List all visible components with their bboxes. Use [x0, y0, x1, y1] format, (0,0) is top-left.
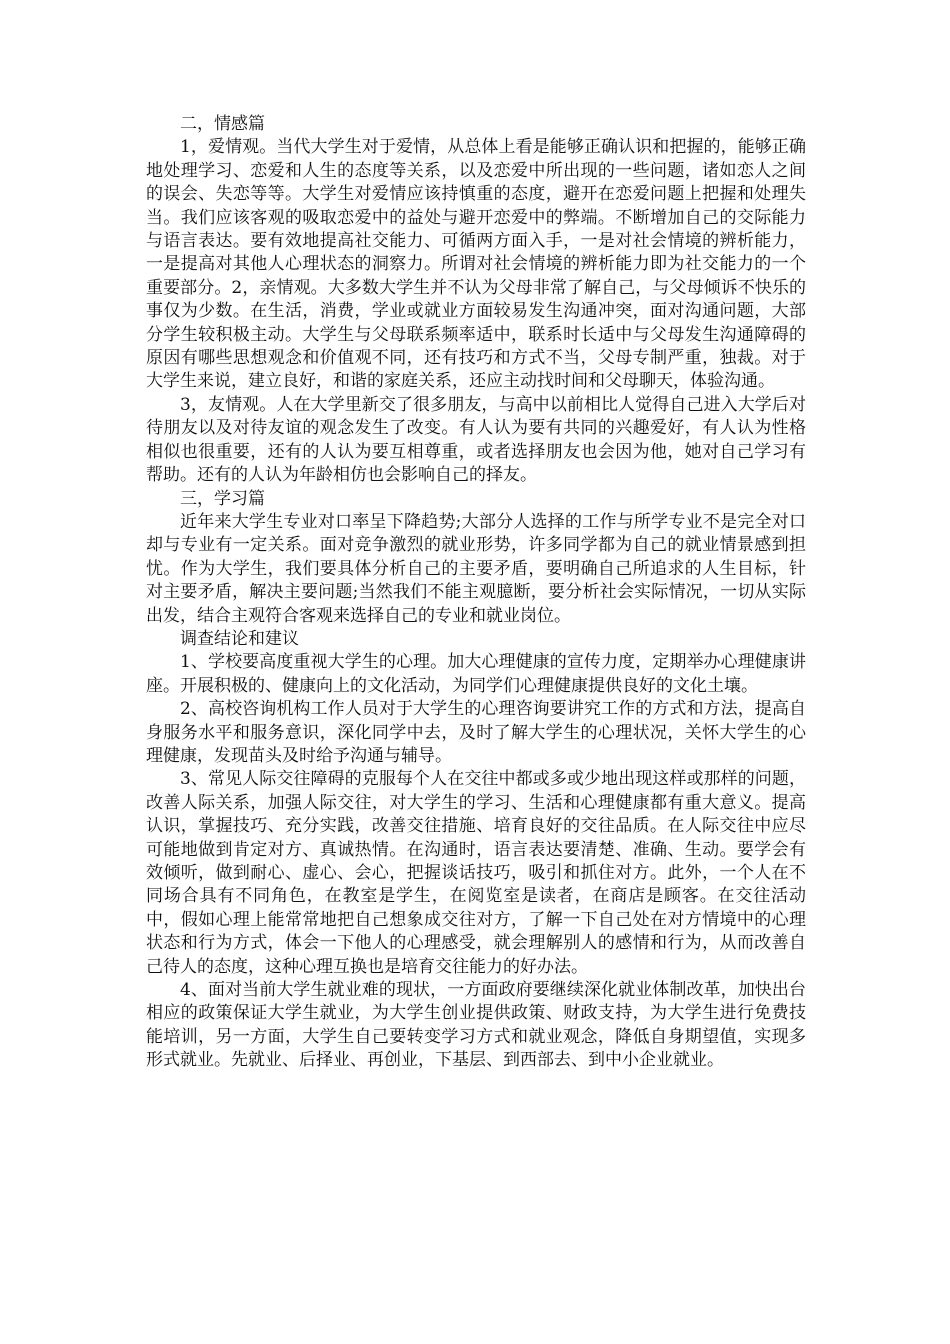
- paragraph-suggestion-2: 2、高校咨询机构工作人员对于大学生的心理咨询要讲究工作的方式和方法，提高自身服务水平和服务意识，深化同学中去，及时了解大学生的心理状况，关怀大学生的心理健康，发现苗头及时给予沟通与辅导。: [146, 699, 806, 766]
- paragraph-suggestion-1: 1、学校要高度重视大学生的心理。加大心理健康的宣传力度，定期举办心理健康讲座。开展积极的、健康向上的文化活动，为同学们心理健康提供良好的文化土壤。: [146, 652, 806, 696]
- document-body: [146, 113, 806, 1073]
- section-heading-emotion: 二，情感篇: [180, 114, 265, 134]
- paragraph-study: 近年来大学生专业对口率呈下降趋势;大部分人选择的工作与所学专业不是完全对口却与专业有一定关系。面对竞争激烈的就业形势，许多同学都为自己的就业情景感到担忧。作为大学生，我们要具体分析自己的主要矛盾，要明确自己所追求的人生目标，针对主要矛盾，解决主要问题;当然我们不能主观臆断，要分析社会实际情况，一切从实际出发，结合主观符合客观来选择自己的专业和就业岗位。: [146, 511, 806, 626]
- paragraph-suggestion-3: 3、常见人际交往障碍的克服每个人在交往中都或多或少地出现这样或那样的问题，改善人际关系，加强人际交往，对大学生的学习、生活和心理健康都有重大意义。提高认识，掌握技巧、充分实践，改善交往措施、培育良好的交往品质。在人际交往中应尽可能地做到肯定对方、真诚热情。在沟通时，语言表达要清楚、准确、生动。要学会有效倾听，做到耐心、虚心、会心，把握谈话技巧，吸引和抓住对方。此外，一个人在不同场合具有不同角色，在教室是学生，在阅览室是读者，在商店是顾客。在交往活动中，假如心理上能常常地把自己想象成交往对方，了解一下自己处在对方情境中的心理状态和行为方式，体会一下他人的心理感受，就会理解别人的感情和行为，从而改善自己待人的态度，这种心理互换也是培育交往能力的好办法。: [146, 769, 806, 977]
- paragraph-love-family: 1，爱情观。当代大学生对于爱情，从总体上看是能够正确认识和把握的，能够正确地处理学习、恋爱和人生的态度等关系，以及恋爱中所出现的一些问题，诸如恋人之间的误会、失恋等等。大学生对爱情应该持慎重的态度，避开在恋爱问题上把握和处理失当。我们应该客观的吸取恋爱中的益处与避开恋爱中的弊端。不断增加自己的交际能力与语言表达。要有效地提高社交能力、可循两方面入手，一是对社会情境的辨析能力，一是提高对其他人心理状态的洞察力。所谓对社会情境的辨析能力即为社交能力的一个重要部分。2，亲情观。大多数大学生并不认为父母非常了解自己，与父母倾诉不快乐的事仅为少数。在生活，消费，学业或就业方面较易发生沟通冲突，面对沟通问题，大部分学生较积极主动。大学生与父母联系频率适中，联系时长适中与父母发生沟通障碍的原因有哪些思想观念和价值观不同，还有技巧和方式不当，父母专制严重，独裁。对于大学生来说，建立良好，和谐的家庭关系，还应主动找时间和父母聊天，体验沟通。: [146, 137, 806, 392]
- section-heading-study: 三，学习篇: [180, 488, 265, 509]
- paragraph-suggestion-4: 4、面对当前大学生就业难的现状，一方面政府要继续深化就业体制改革，加快出台相应的政策保证大学生就业，为大学生创业提供政策、财政支持，为大学生进行免费技能培训，另一方面，大学生自己要转变学习方式和就业观念，降低自身期望值，实现多形式就业。先就业、后择业、再创业，下基层、到西部去、到中小企业就业。: [146, 980, 806, 1071]
- section-heading-conclusions: 调查结论和建议: [180, 628, 299, 649]
- paragraph-friendship: 3，友情观。人在大学里新交了很多朋友，与高中以前相比人觉得自己进入大学后对待朋友以及对待友谊的观念发生了改变。有人认为要有共同的兴趣爱好，有人认为性格相似也很重要，还有的人认为要互相尊重，或者选择朋友也会因为他，她对自己学习有帮助。还有的人认为年龄相仿也会影响自己的择友。: [146, 394, 806, 486]
